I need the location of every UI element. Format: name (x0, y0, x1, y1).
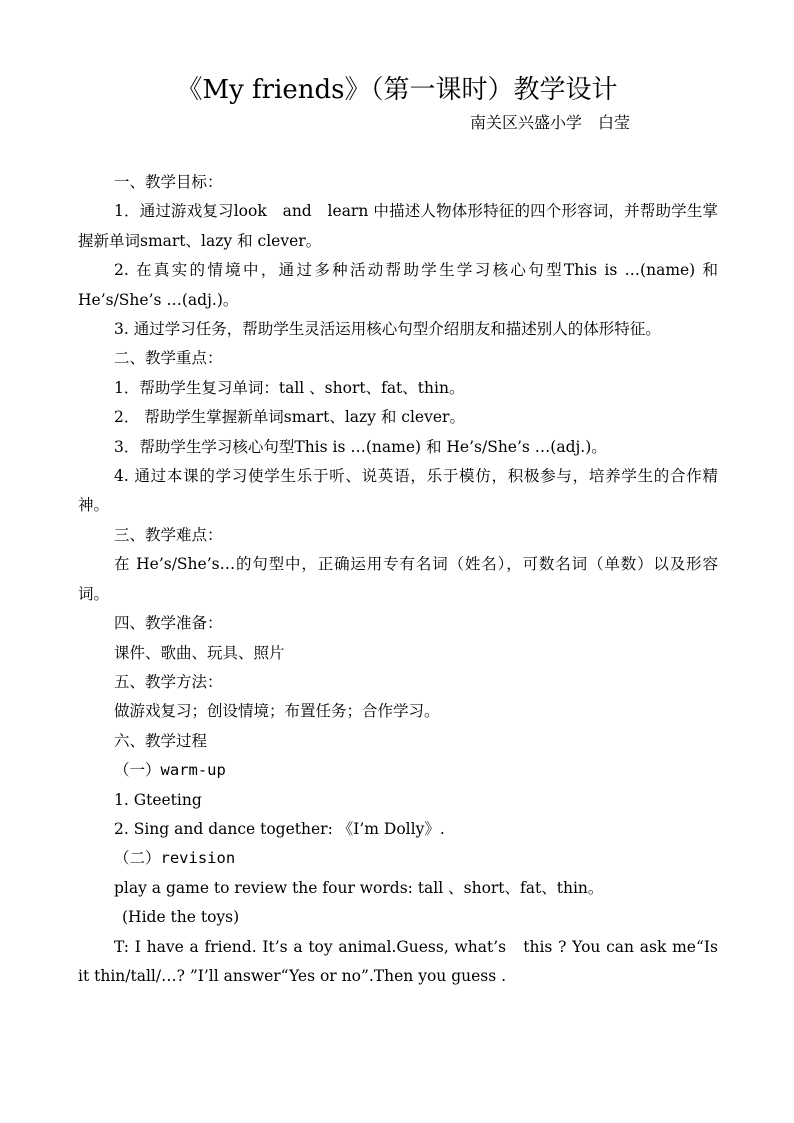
key-point-item-1: 1．帮助学生复习单词：tall 、short、fat、thin。 (114, 378, 465, 397)
section-heading-objectives: 一、教学目标： (114, 173, 223, 191)
objective-item-2: 2. 在真实的情境中，通过多种活动帮助学生学习核心句型This is …(name) 和 He’s/She’s …(adj.)。 (78, 261, 718, 309)
key-point-item-4: 4. 通过本课的学习使学生乐于听、说英语，乐于模仿，积极参与，培养学生的合作精神。 (78, 467, 718, 515)
teacher-dialogue: T: I have a friend. It’s a toy animal.Guess, what’s this ? You can ask me“Is it thin/tall/…? ”I’ll answer“Yes or no”.Then you guess . (78, 937, 718, 985)
revision-note: (Hide the toys) (122, 908, 240, 927)
difficulty-text: 在 He’s/She’s…的句型中，正确运用专有名词（姓名），可数名词（单数）以及形容词。 (78, 555, 718, 603)
warm-up-item-2: 2. Sing and dance together: 《I’m Dolly》. (114, 819, 445, 838)
objective-item-3: 3. 通过学习任务，帮助学生灵活运用核心句型介绍朋友和描述别人的体形特征。 (114, 320, 661, 339)
objective-item-1: 1．通过游戏复习look and learn 中描述人物体形特征的四个形容词，并帮助学生掌握新单词smart、lazy 和 clever。 (78, 202, 718, 250)
warm-up-item-1: 1. Gteeting (114, 790, 202, 809)
section-heading-difficulties: 三、教学难点： (114, 525, 223, 544)
section-heading-key-points: 二、教学重点： (114, 349, 223, 368)
key-point-item-2: 2． 帮助学生掌握新单词smart、lazy 和 clever。 (114, 408, 465, 427)
document-title: 《My friends》（第一课时）教学设计 (176, 75, 618, 105)
key-point-item-3: 3．帮助学生学习核心句型This is …(name) 和 He’s/She’s …(adj.)。 (114, 437, 607, 456)
methods-text: 做游戏复习；创设情境；布置任务；合作学习。 (114, 702, 440, 721)
document-body (78, 168, 718, 991)
document-author: 南关区兴盛小学 白莹 (470, 113, 631, 132)
preparation-text: 课件、歌曲、玩具、照片 (114, 643, 285, 662)
section-heading-preparation: 四、教学准备： (114, 614, 223, 633)
subsection-revision: （二）revision (114, 849, 236, 868)
section-heading-methods: 五、教学方法： (114, 672, 223, 691)
section-heading-process: 六、教学过程 (114, 731, 208, 750)
revision-text: play a game to review the four words: tall 、short、fat、thin。 (114, 878, 604, 897)
subsection-warm-up: （一）warm-up (114, 761, 226, 780)
